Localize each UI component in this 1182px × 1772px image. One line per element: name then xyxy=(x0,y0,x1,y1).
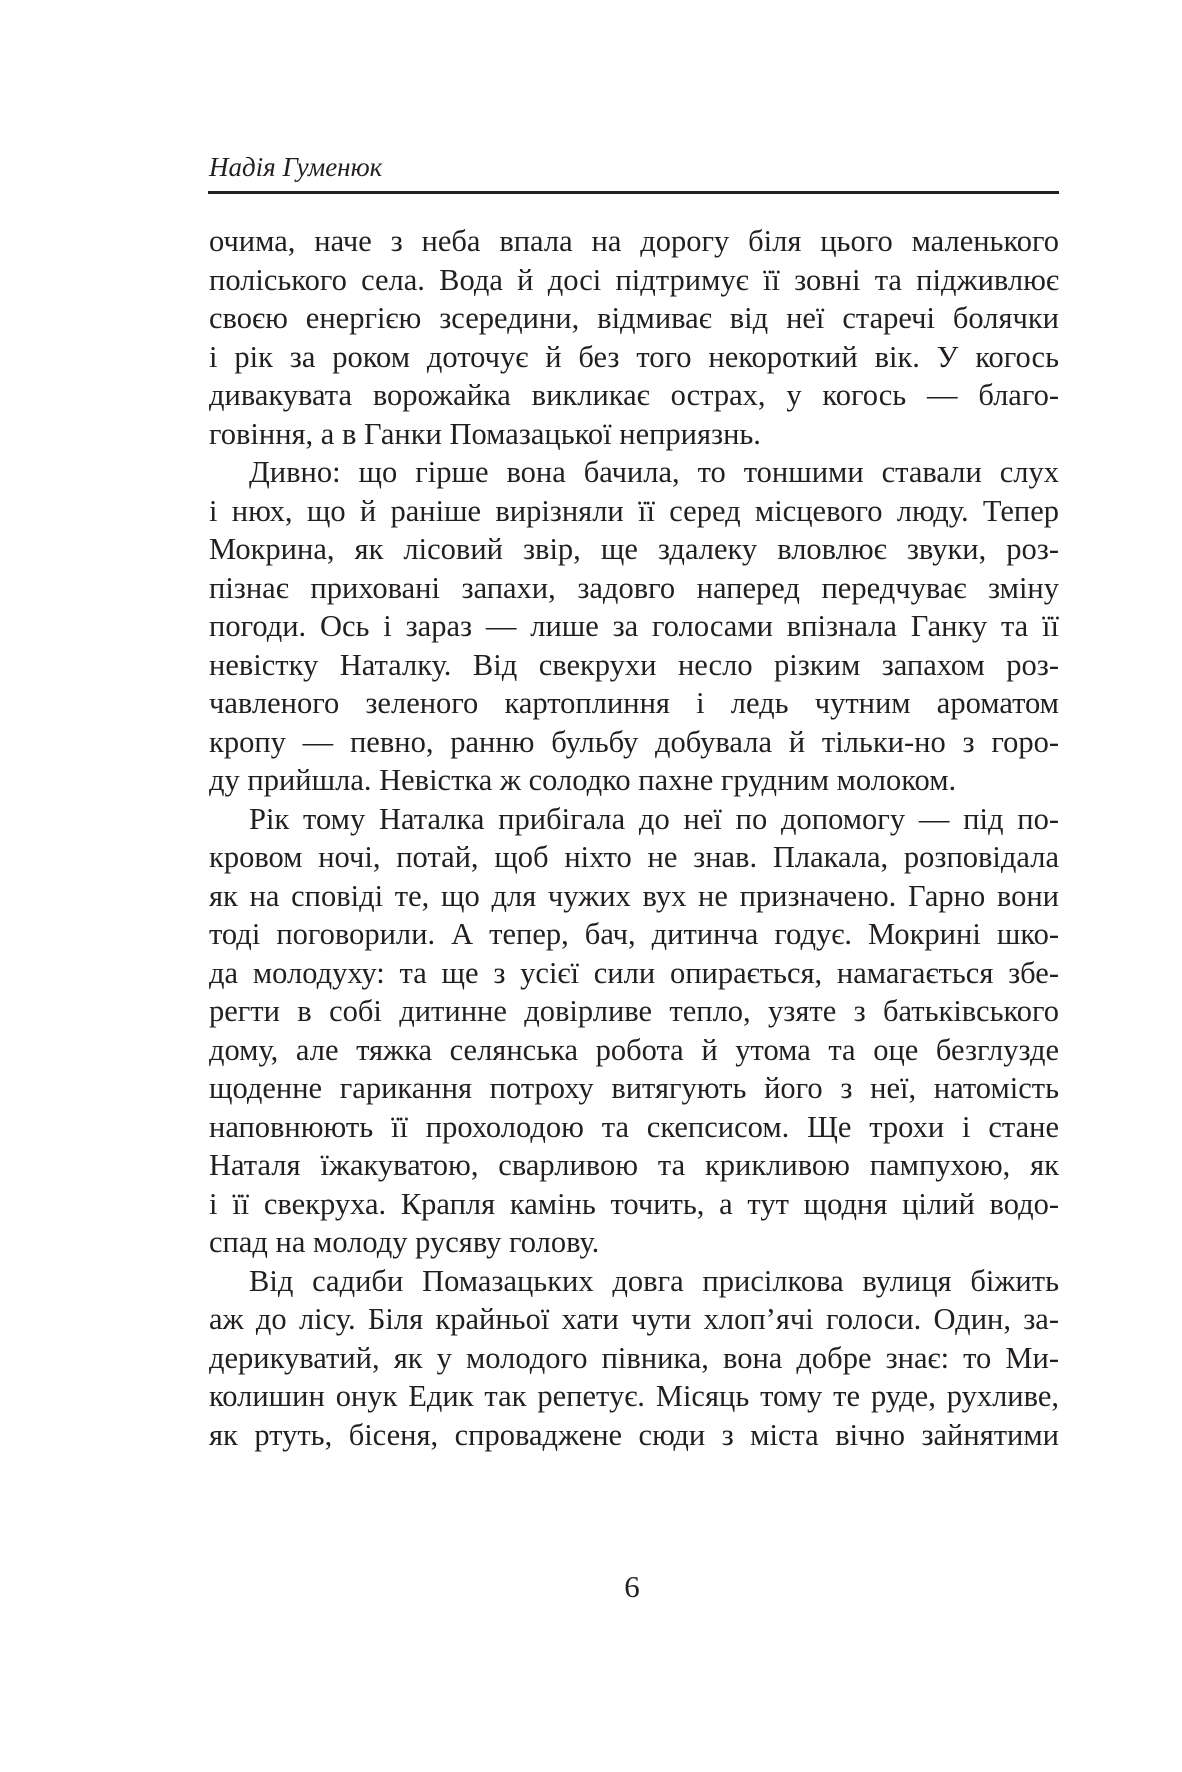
text-line: дому, але тяжка селянська робота й утома та оце безглузде xyxy=(209,1032,1059,1067)
text-line: і рік за роком доточує й без того некороткий вік. У когось xyxy=(209,339,1059,374)
text-line: говіння, а в Ганки Помазацької неприязнь. xyxy=(209,416,761,451)
text-line: аж до лісу. Біля крайньої хати чути хлоп’ячі голоси. Один, за- xyxy=(209,1302,1059,1336)
header-rule-divider xyxy=(208,191,1059,194)
text-line: ду прийшла. Невістка ж солодко пахне грудним молоком. xyxy=(209,763,957,797)
text-line: регти в собі дитинне довірливе тепло, узяте з батьківського xyxy=(209,994,1059,1028)
text-line: наповнюють її прохолодою та скепсисом. Ще трохи і стане xyxy=(209,1109,1059,1144)
text-line: невістку Наталку. Від свекрухи несло різким запахом роз- xyxy=(209,647,1059,682)
text-line: Від садиби Помазацьких довга присілкова вулиця біжить xyxy=(249,1263,1059,1298)
text-line: щоденне гарикання потроху витягують його з неї, натомість xyxy=(209,1071,1059,1105)
text-line: своєю енергією зсередини, відмиває від неї старечі болячки xyxy=(209,301,1059,335)
text-line: колишин онук Едик так репетує. Місяць тому те руде, рухливе, xyxy=(209,1379,1059,1413)
text-line: тоді поговорили. А тепер, бач, дитинча годує. Мокрині шко- xyxy=(209,917,1059,951)
body-text xyxy=(209,222,1059,1454)
text-line: дивакувата ворожайка викликає острах, у когось — благо- xyxy=(209,378,1059,412)
text-line: поліського села. Вода й досі підтримує її зовні та підживлює xyxy=(209,262,1059,297)
text-line: спад на молоду русяву голову. xyxy=(209,1225,600,1259)
text-line: очима, наче з неба впала на дорогу біля цього маленького xyxy=(209,224,1059,258)
page-number: 6 xyxy=(624,1569,640,1604)
text-line: кровом ночі, потай, щоб ніхто не знав. Плакала, розповідала xyxy=(209,840,1059,874)
text-line: Рік тому Наталка прибігала до неї по допомогу — під по- xyxy=(249,801,1059,836)
text-line: кропу — певно, ранню бульбу добувала й тільки-но з горо- xyxy=(209,724,1059,759)
text-line: Наталя їжакуватою, сварливою та крикливою пампухою, як xyxy=(209,1148,1059,1182)
text-line: дерикуватий, як у молодого півника, вона добре знає: то Ми- xyxy=(209,1340,1059,1375)
running-head-author: Надія Гуменюк xyxy=(209,152,383,182)
text-line: як ртуть, бісеня, спроваджене сюди з міста вічно зайнятими xyxy=(209,1417,1059,1452)
text-line: і її свекруха. Крапля камінь точить, а тут щодня цілий водо- xyxy=(209,1186,1059,1221)
text-line: як на сповіді те, що для чужих вух не призначено. Гарно вони xyxy=(209,878,1059,913)
text-line: да молодуху: та ще з усієї сили опирається, намагається збе- xyxy=(209,955,1059,990)
text-line: і нюх, що й раніше вирізняли її серед місцевого люду. Тепер xyxy=(209,493,1059,528)
text-line: чавленого зеленого картоплиння і ледь чутним ароматом xyxy=(209,686,1059,720)
text-line: Дивно: що гірше вона бачила, то тоншими ставали слух xyxy=(249,455,1059,489)
text-line: погоди. Ось і зараз — лише за голосами впізнала Ганку та її xyxy=(209,609,1059,643)
text-line: Мокрина, як лісовий звір, ще здалеку вловлює звуки, роз- xyxy=(209,532,1059,566)
text-line: пізнає приховані запахи, задовго наперед передчуває зміну xyxy=(209,570,1059,605)
